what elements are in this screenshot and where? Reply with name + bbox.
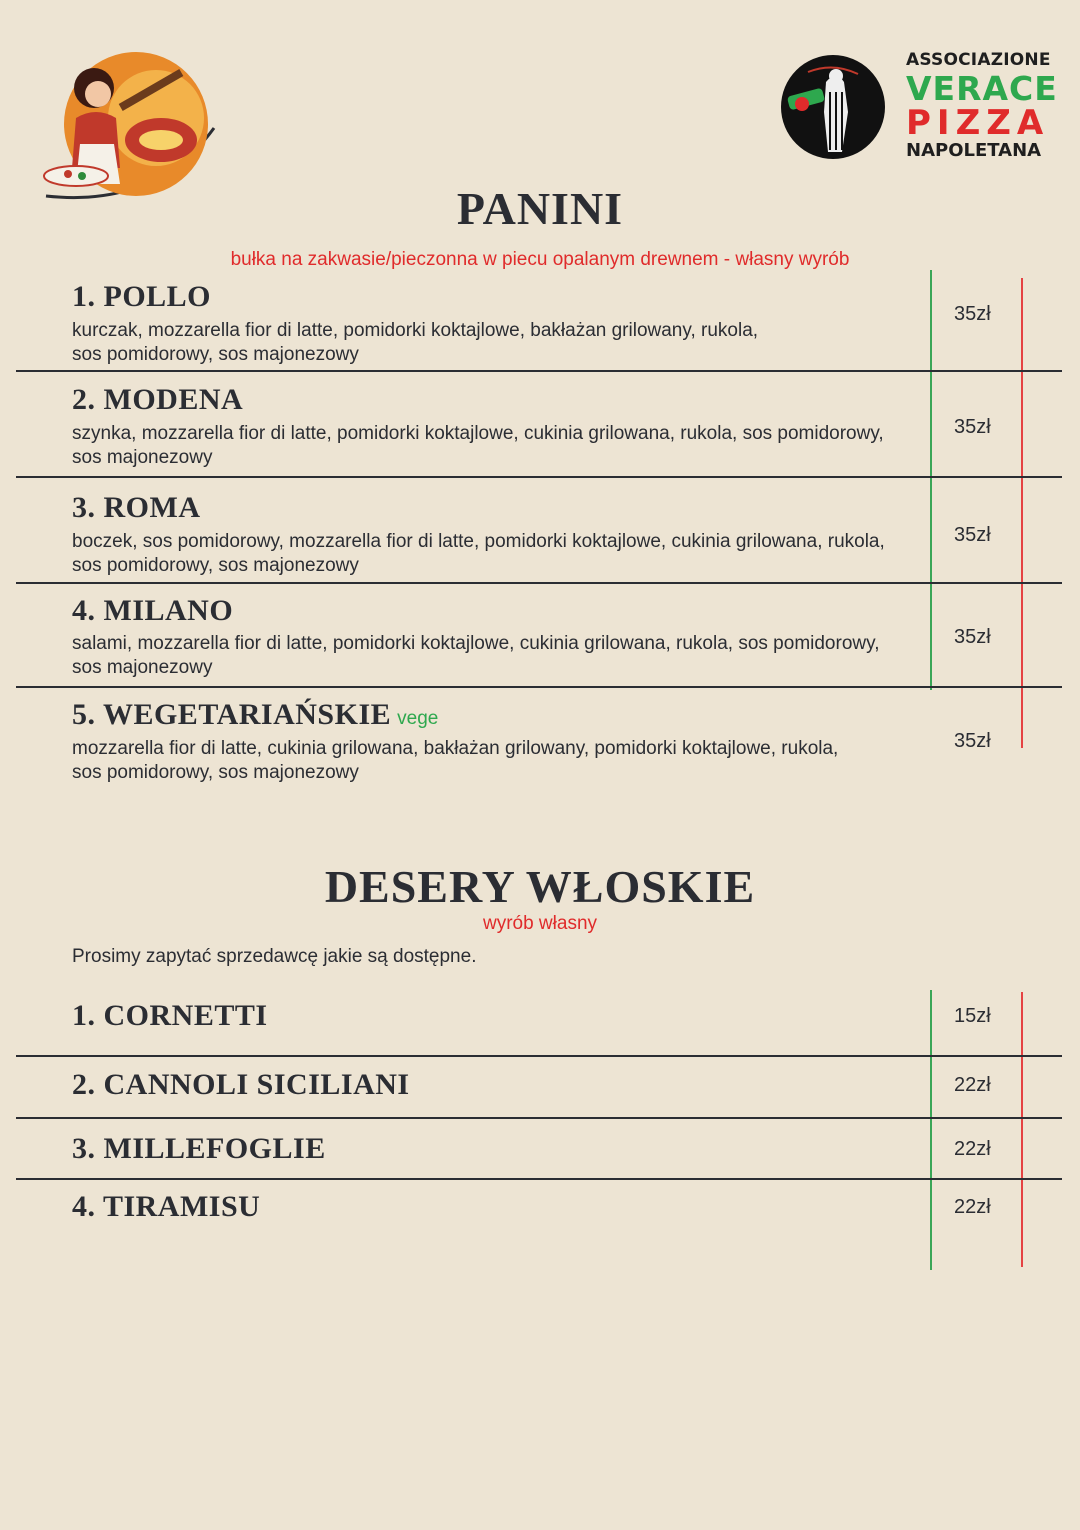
panini-item-name: 2. MODENA: [72, 383, 244, 416]
row-divider: [16, 582, 1062, 584]
panini-item-desc: salami, mozzarella fior di latte, pomidorki koktajlowe, cukinia grilowana, rukola, sos pomidorowy, sos majonezowy: [72, 633, 880, 678]
dessert-item-name: 4. TIRAMISU: [72, 1190, 261, 1223]
row-divider: [16, 1178, 1062, 1180]
avpn-line-napoletana: NAPOLETANA: [906, 140, 1042, 161]
panini-title: PANINI: [456, 183, 624, 234]
dessert-item-price: 15zł: [954, 1005, 991, 1027]
panini-item-price: 35zł: [954, 626, 991, 648]
dessert-item-price: 22zł: [954, 1138, 991, 1160]
row-divider: [16, 370, 1062, 372]
panini-item-desc: mozzarella fior di latte, cukinia grilowana, bakłażan grilowany, pomidorki koktajlowe, rukola, sos pomidorowy, sos majonezowy: [72, 738, 839, 783]
panini-item-name: 5. WEGETARIAŃSKIE vege: [72, 698, 439, 731]
row-divider: [16, 476, 1062, 478]
panini-item-desc: boczek, sos pomidorowy, mozzarella fior di latte, pomidorki koktajlowe, cukinia grilowana, rukola, sos pomidorowy, sos majonezowy: [72, 531, 885, 576]
avpn-line-associazione: ASSOCIAZIONE: [906, 50, 1051, 70]
green-divider-line: [930, 990, 932, 1270]
panini-item-price: 35zł: [954, 303, 991, 325]
avpn-badge-logo: [778, 52, 888, 162]
red-divider-line: [1021, 278, 1023, 748]
vege-tag: vege: [397, 708, 439, 729]
dessert-item-name: 2. CANNOLI SICILIANI: [72, 1068, 410, 1101]
panini-item-price: 35zł: [954, 730, 991, 752]
avpn-line-verace: VERACE: [906, 69, 1058, 108]
avpn-logo-text: [906, 50, 1058, 161]
panini-item-price: 35zł: [954, 416, 991, 438]
panini-item-desc: kurczak, mozzarella fior di latte, pomidorki koktajlowe, bakłażan grilowany, rukola, sos pomidorowy, sos majonezowy: [72, 320, 759, 365]
avpn-line-pizza: PIZZA: [906, 103, 1050, 143]
row-divider: [16, 1055, 1062, 1057]
panini-item-name: 4. MILANO: [72, 594, 234, 627]
dessert-item-name: 1. CORNETTI: [72, 999, 268, 1032]
panini-item-price: 35zł: [954, 524, 991, 546]
panini-item-desc: szynka, mozzarella fior di latte, pomidorki koktajlowe, cukinia grilowana, rukola, sos pomidorowy, sos majonezowy: [72, 423, 884, 468]
panini-subtitle: bułka na zakwasie/pieczonna w piecu opalanym drewnem - własny wyrób: [230, 249, 850, 270]
row-divider: [16, 1117, 1062, 1119]
panini-item-name: 1. POLLO: [72, 280, 212, 313]
desery-subtitle: wyrób własny: [482, 913, 598, 934]
pizzeria-logo: [36, 48, 218, 200]
row-divider: [16, 686, 1062, 688]
green-divider-line: [930, 270, 932, 690]
dessert-item-price: 22zł: [954, 1196, 991, 1218]
desery-title: DESERY WŁOSKIE: [324, 861, 756, 912]
panini-item-name: 3. ROMA: [72, 491, 201, 524]
red-divider-line: [1021, 992, 1023, 1267]
dessert-item-name: 3. MILLEFOGLIE: [72, 1132, 326, 1165]
desery-note: Prosimy zapytać sprzedawcę jakie są dostępne.: [72, 946, 477, 967]
dessert-item-price: 22zł: [954, 1074, 991, 1096]
